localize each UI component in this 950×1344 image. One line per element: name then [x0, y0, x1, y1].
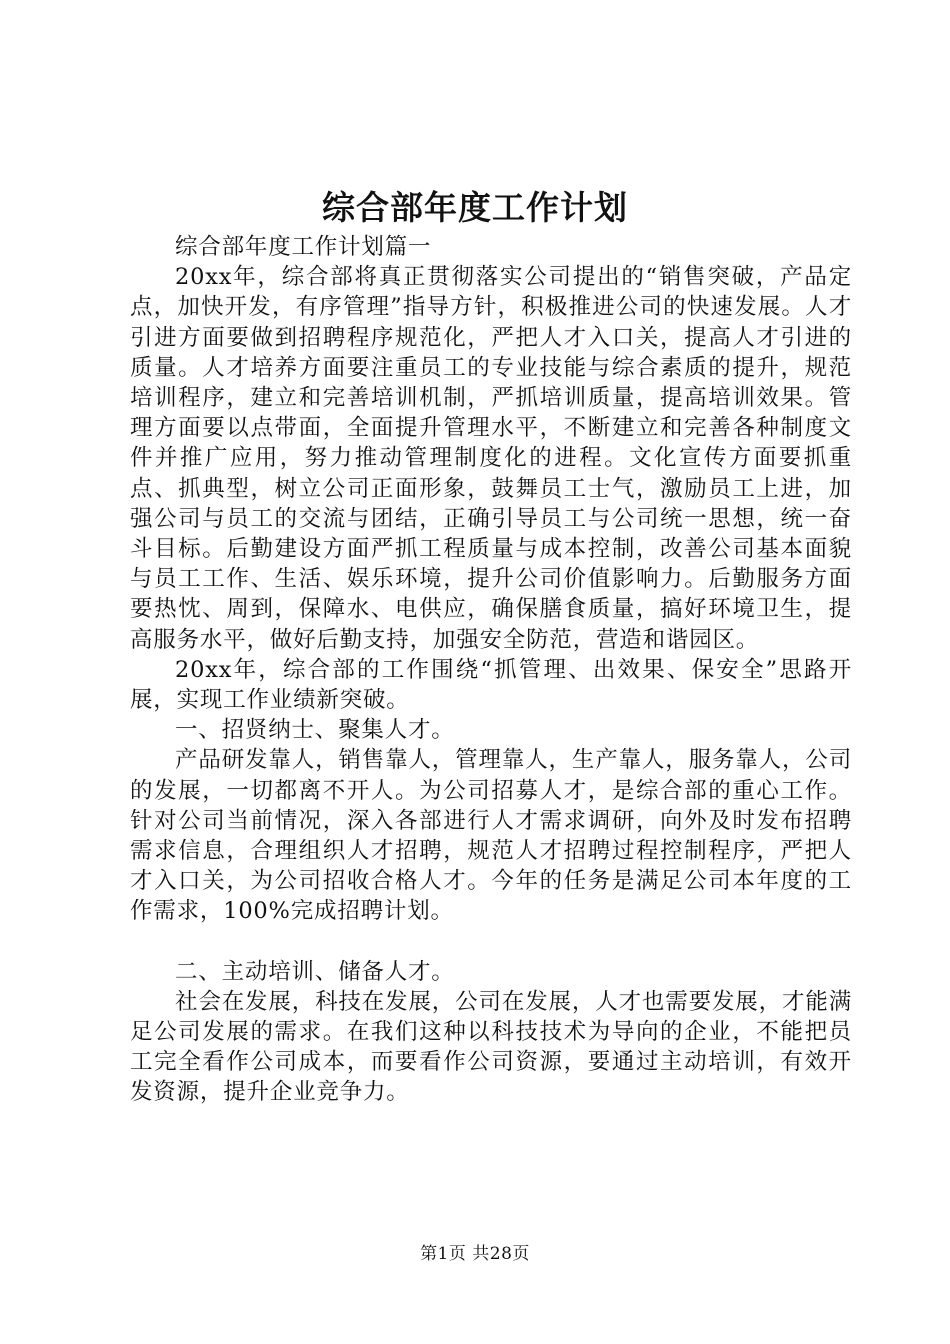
paragraph-recruitment: 产品研发靠人，销售靠人，管理靠人，生产靠人，服务靠人，公司的发展，一切都离不开人。为公司招募人才，是综合部的重心工作。针对公司当前情况，深入各部进行人才需求调研，向外及时发布招聘需求信息，合理组织人才招聘，规范人才招聘过程控制程序，严把人才入口关，为公司招收合格人才。今年的任务是满足公司本年度的工作需求，100%完成招聘计划。 [130, 747, 852, 925]
section-heading-part-one: 综合部年度工作计划篇一 [175, 234, 432, 260]
paragraph-overview: 20xx年，综合部将真正贯彻落实公司提出的“销售突破，产品定点，加快开发，有序管理”指导方针，积极推进公司的快速发展。人才引进方面要做到招聘程序规范化，严把人才入口关，提高人才引进的质量。人才培养方面要注重员工的专业技能与综合素质的提升，规范培训程序，建立和完善培训机制，严抓培训质量，提高培训效果。管理方面要以点带面，全面提升管理水平，不断建立和完善各种制度文件并推广应用，努力推动管理制度化的进程。文化宣传方面要抓重点、抓典型，树立公司正面形象，鼓舞员工士气，激励员工上进，加强公司与员工的交流与团结，正确引导员工与公司统一思想，统一奋斗目标。后勤建设方面严抓工程质量与成本控制，改善公司基本面貌与员工工作、生活、娱乐环境，提升公司价值影响力。后勤服务方面要热忱、周到，保障水、电供应，确保膳食质量，搞好环境卫生，提高服务水平，做好后勤支持，加强安全防范，营造和谐园区。 [130, 264, 852, 653]
section-heading-recruitment: 一、招贤纳士、聚集人才。 [175, 717, 455, 744]
page-number-footer: 第1页 共28页 [420, 1244, 530, 1264]
document-body [130, 232, 852, 1108]
paragraph-training: 社会在发展，科技在发展，公司在发展，人才也需要发展，才能满足公司发展的需求。在我们这种以科技技术为导向的企业，不能把员工完全看作公司成本，而要看作公司资源，要通过主动培训，有效开发资源，提升企业竞争力。 [130, 988, 852, 1106]
section-heading-training: 二、主动培训、储备人才。 [175, 958, 455, 985]
document-title: 综合部年度工作计划 [322, 188, 628, 227]
paragraph-spacer [130, 927, 852, 957]
paragraph-work-focus: 20xx年，综合部的工作围绕“抓管理、出效果、保安全”思路开展，实现工作业绩新突破。 [130, 656, 852, 714]
